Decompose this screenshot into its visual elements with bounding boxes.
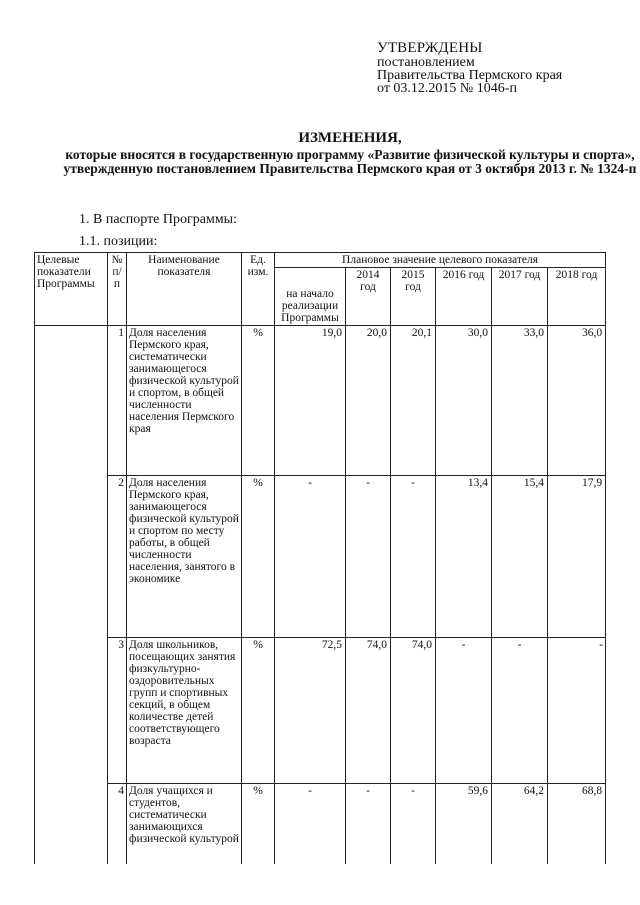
- indicator-name: Доля школьников, посещающих занятия физкультурно-оздоровительных групп и спортивных секций, в общем количестве детей соответствующего возраста: [127, 638, 242, 784]
- header-row: [35, 253, 606, 268]
- approval-heading: УТВЕРЖДЕНЫ: [377, 40, 483, 56]
- value-2017: 64,2: [492, 784, 548, 864]
- paragraph-1-1: 1.1. позиции:: [79, 234, 158, 249]
- document-subtitle: которые вносятся в государственную программу «Развитие физической культуры и спорта», утвержденную постановлением Правительства Пермского края от 3 октября 2013 г. № 1324-п: [63, 147, 637, 176]
- value-2015: 20,1: [391, 326, 436, 476]
- indicators-table: [34, 252, 606, 864]
- value-2014: -: [346, 476, 391, 638]
- value-2016: 59,6: [436, 784, 492, 864]
- row-number: 3: [108, 638, 127, 784]
- value-2014: 20,0: [346, 326, 391, 476]
- approval-block: [377, 40, 562, 95]
- paragraph-1: 1. В паспорте Программы:: [79, 212, 237, 227]
- indicator-name: Доля учащихся и студентов, систематически занимающихся физической культурой: [127, 784, 242, 864]
- value-2017: 15,4: [492, 476, 548, 638]
- value-start: 72,5: [275, 638, 346, 784]
- indicator-name: Доля населения Пермского края, занимающегося физической культурой и спортом по месту работы, в общей численности населения, занятого в экономике: [127, 476, 242, 638]
- value-2015: -: [391, 784, 436, 864]
- value-start: -: [275, 476, 346, 638]
- unit-cell: %: [242, 476, 275, 638]
- value-2018: 36,0: [548, 326, 606, 476]
- header-unit: Ед. изм.: [242, 253, 275, 326]
- value-2015: 74,0: [391, 638, 436, 784]
- approval-line: постановлением: [377, 55, 475, 70]
- header-2017: 2017 год: [492, 268, 548, 326]
- row-number: 4: [108, 784, 127, 864]
- header-start: на начало реализации Программы: [275, 268, 346, 326]
- targets-cell: [35, 326, 108, 864]
- approval-line: от 03.12.2015 № 1046-п: [377, 81, 517, 96]
- table-row: [35, 638, 606, 784]
- header-name: Наименование показателя: [127, 253, 242, 326]
- row-number: 2: [108, 476, 127, 638]
- value-2018: 17,9: [548, 476, 606, 638]
- indicator-name: Доля населения Пермского края, систематически занимающегося физической культурой и спортом, в общей численности населения Пермского края: [127, 326, 242, 476]
- value-2015: -: [391, 476, 436, 638]
- header-2015: 2015 год: [391, 268, 436, 326]
- header-2016: 2016 год: [436, 268, 492, 326]
- value-start: -: [275, 784, 346, 864]
- value-2016: 30,0: [436, 326, 492, 476]
- unit-cell: %: [242, 638, 275, 784]
- value-start: 19,0: [275, 326, 346, 476]
- header-2014: 2014 год: [346, 268, 391, 326]
- value-2014: 74,0: [346, 638, 391, 784]
- unit-cell: %: [242, 326, 275, 476]
- value-2018: 68,8: [548, 784, 606, 864]
- header-targets: Целевые показатели Программы: [35, 253, 108, 326]
- header-planned: Плановое значение целевого показателя: [275, 253, 606, 268]
- value-2014: -: [346, 784, 391, 864]
- table-row: [35, 476, 606, 638]
- table-row: [35, 784, 606, 864]
- table-row: [35, 326, 606, 476]
- value-2017: 33,0: [492, 326, 548, 476]
- value-2016: -: [436, 638, 492, 784]
- header-num: № п/п: [108, 253, 127, 326]
- document-title: ИЗМЕНЕНИЯ,: [298, 130, 402, 146]
- value-2017: -: [492, 638, 548, 784]
- approval-line: Правительства Пермского края: [377, 68, 563, 83]
- value-2018: -: [548, 638, 606, 784]
- header-2018: 2018 год: [548, 268, 606, 326]
- row-number: 1: [108, 326, 127, 476]
- unit-cell: %: [242, 784, 275, 864]
- value-2016: 13,4: [436, 476, 492, 638]
